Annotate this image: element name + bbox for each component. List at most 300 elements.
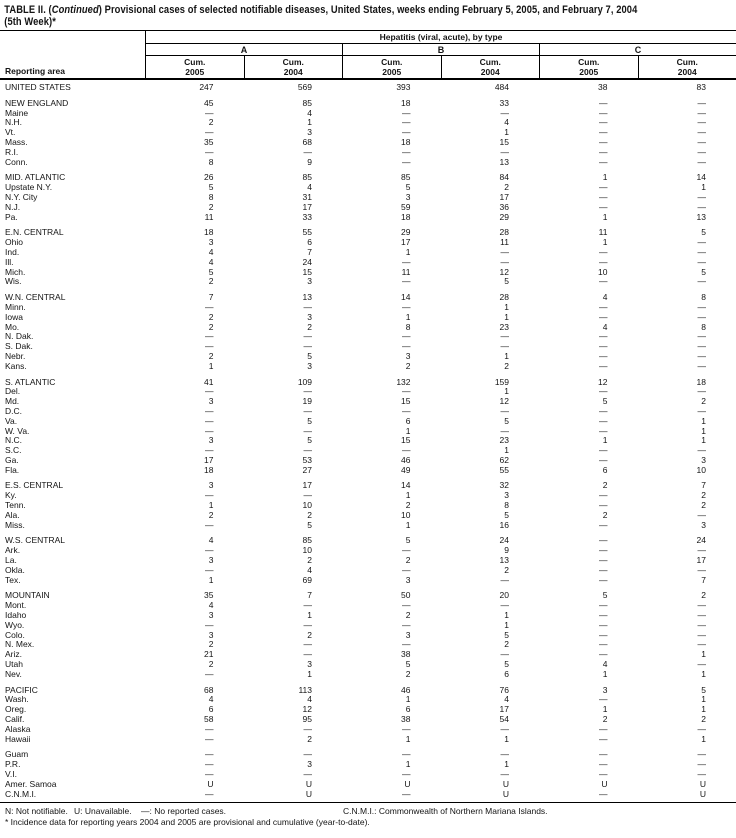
value-cell: —	[500, 341, 509, 352]
table-title	[0, 0, 736, 28]
reporting-area-cell: N. Mex.	[5, 639, 35, 650]
value-cell: 6	[602, 464, 608, 475]
value-cell: 68	[302, 136, 312, 147]
value-cell: 8	[208, 156, 214, 167]
value-cell: —	[599, 311, 608, 322]
value-cell: —	[303, 490, 312, 501]
value-cell: —	[500, 146, 509, 157]
value-cell: 3	[208, 396, 214, 407]
table-row	[0, 670, 736, 680]
value-cell: —	[599, 519, 608, 530]
value-cell: —	[402, 156, 411, 167]
reporting-area-cell: Fla.	[5, 464, 20, 475]
value-cell: —	[303, 405, 312, 416]
value-cell: 2	[504, 360, 509, 371]
value-cell: —	[205, 619, 214, 630]
table-row	[0, 790, 736, 800]
value-cell: —	[599, 350, 608, 361]
table-row	[0, 640, 736, 650]
value-cell: 1	[701, 425, 706, 436]
value-cell: —	[599, 341, 608, 352]
table-row	[0, 362, 736, 372]
value-cell: 2	[208, 321, 214, 332]
legend-not-notifiable: N: Not notifiable.	[5, 806, 68, 817]
value-cell: —	[697, 405, 706, 416]
value-cell: 18	[401, 211, 411, 222]
table-row	[0, 128, 736, 138]
value-cell: 1	[701, 704, 706, 715]
value-cell: 5	[405, 659, 411, 670]
group-b-header: B	[342, 44, 539, 55]
table-row	[0, 258, 736, 268]
value-cell: —	[402, 600, 411, 611]
reporting-area-cell: Md.	[5, 396, 20, 407]
value-cell: —	[205, 107, 214, 118]
table-row	[0, 332, 736, 342]
value-cell: —	[303, 600, 312, 611]
value-cell: 1	[504, 759, 509, 770]
value-cell: 4	[504, 117, 509, 128]
value-cell: 3	[307, 759, 312, 770]
table-row	[0, 323, 736, 333]
value-cell: 38	[401, 649, 411, 660]
value-cell: —	[697, 386, 706, 397]
value-cell: —	[599, 610, 608, 621]
table-row	[0, 511, 736, 521]
value-cell: 55	[499, 464, 509, 475]
value-cell: 12	[499, 396, 509, 407]
value-cell: —	[599, 649, 608, 660]
value-cell: 6	[405, 415, 411, 426]
value-cell: 2	[307, 321, 312, 332]
value-cell: —	[697, 237, 706, 248]
reporting-area-cell: Miss.	[5, 519, 25, 530]
reporting-area-cell: MID. ATLANTIC	[5, 172, 66, 183]
value-cell: —	[205, 301, 214, 312]
value-cell: —	[599, 733, 608, 744]
value-cell: —	[205, 405, 214, 416]
value-cell: 68	[204, 684, 214, 695]
value-cell: 4	[208, 535, 214, 546]
table-row	[0, 780, 736, 790]
value-cell: 159	[494, 376, 509, 387]
value-cell: —	[205, 415, 214, 426]
table-row	[0, 591, 736, 601]
value-cell: —	[599, 600, 608, 611]
reporting-area-cell: Conn.	[5, 156, 28, 167]
table-row	[0, 735, 736, 745]
value-cell: 2	[405, 555, 411, 566]
table-title-week: (5th Week)*	[4, 16, 56, 28]
reporting-area-cell: D.C.	[5, 405, 22, 416]
value-cell: 4	[208, 600, 214, 611]
value-cell: —	[599, 445, 608, 456]
value-cell: —	[697, 127, 706, 138]
value-cell: 2	[208, 311, 214, 322]
group-a-header: A	[240, 45, 248, 55]
value-cell: U	[699, 778, 706, 789]
value-cell: 3	[208, 610, 214, 621]
value-cell: 21	[204, 649, 214, 660]
value-cell: —	[303, 619, 312, 630]
value-cell: 27	[302, 464, 312, 475]
reporting-area-cell: C.N.M.I.	[5, 788, 37, 799]
table-section	[0, 99, 736, 168]
value-cell: 2	[208, 509, 214, 520]
value-cell: 13	[499, 555, 509, 566]
value-cell: 13	[696, 211, 706, 222]
value-cell: 5	[701, 227, 706, 238]
value-cell: 5	[602, 590, 608, 601]
value-cell: 2	[208, 350, 214, 361]
value-cell: 9	[307, 156, 312, 167]
value-cell: 4	[602, 659, 608, 670]
table-row	[0, 378, 736, 388]
reporting-area-cell: Ky.	[5, 490, 17, 501]
value-cell: 569	[297, 82, 312, 92]
value-cell: —	[500, 107, 509, 118]
value-cell: 247	[199, 82, 214, 92]
value-cell: 1	[307, 610, 312, 621]
value-cell: 2	[602, 714, 608, 725]
value-cell: —	[205, 668, 214, 679]
value-cell: 1	[701, 733, 706, 744]
value-cell: —	[402, 405, 411, 416]
value-cell: 1	[504, 610, 509, 621]
value-cell: —	[599, 331, 608, 342]
value-cell: 7	[307, 246, 312, 257]
value-cell: 35	[204, 136, 214, 147]
value-cell: —	[697, 256, 706, 267]
value-cell: 3	[701, 519, 706, 530]
table-row	[0, 277, 736, 287]
value-cell: 2	[307, 555, 312, 566]
reporting-area-header: Reporting area	[5, 66, 65, 76]
value-cell: 1	[208, 360, 214, 371]
value-cell: —	[205, 425, 214, 436]
table-row	[0, 556, 736, 566]
value-cell: —	[599, 619, 608, 630]
table-row	[0, 705, 736, 715]
header-data-area	[145, 31, 736, 79]
value-cell: —	[402, 769, 411, 779]
value-cell: 17	[302, 201, 312, 212]
reporting-area-cell: Ark.	[5, 545, 21, 556]
table-row	[0, 436, 736, 446]
value-cell: —	[599, 723, 608, 734]
value-cell: 2	[208, 117, 214, 128]
value-cell: 16	[499, 519, 509, 530]
value-cell: —	[599, 564, 608, 575]
value-cell: —	[697, 445, 706, 456]
value-cell: 5	[405, 182, 411, 193]
value-cell: —	[303, 386, 312, 397]
value-cell: 1	[307, 668, 312, 679]
table-row	[0, 686, 736, 696]
table-row	[0, 352, 736, 362]
value-cell: 2	[405, 610, 411, 621]
value-cell: 69	[302, 574, 312, 585]
value-cell: 28	[499, 292, 509, 303]
value-cell: 15	[302, 266, 312, 277]
value-cell: —	[205, 564, 214, 575]
hepatitis-group-title: Hepatitis (viral, acute), by type	[146, 31, 736, 44]
value-cell: —	[402, 331, 411, 342]
value-cell: —	[599, 425, 608, 436]
value-cell: 17	[302, 480, 312, 491]
table-row	[0, 109, 736, 119]
value-cell: 14	[401, 292, 411, 303]
value-cell: —	[500, 649, 509, 660]
reporting-area-cell: Ariz.	[5, 649, 22, 660]
table-row	[0, 293, 736, 303]
reporting-area-cell: Del.	[5, 386, 21, 397]
value-cell: —	[697, 97, 706, 108]
value-cell: 18	[696, 376, 706, 387]
column-header-a-2005: Cum. 2005	[184, 57, 206, 77]
value-cell: 85	[302, 172, 312, 183]
value-cell: 23	[499, 435, 509, 446]
value-cell: —	[402, 619, 411, 630]
value-cell: —	[599, 360, 608, 371]
value-cell: —	[599, 639, 608, 650]
reporting-area-cell: Hawaii	[5, 733, 31, 744]
reporting-area-cell: Kans.	[5, 360, 27, 371]
table-row	[0, 446, 736, 456]
value-cell: 85	[401, 172, 411, 183]
legend-no-reported-cases: —: No reported cases.	[141, 806, 227, 817]
table-row	[0, 148, 736, 158]
value-cell: 3	[504, 490, 509, 501]
value-cell: —	[402, 117, 411, 128]
value-cell: 13	[302, 292, 312, 303]
value-cell: 1	[602, 435, 608, 446]
table-row	[0, 770, 736, 780]
value-cell: 26	[204, 172, 214, 183]
table-row	[0, 83, 736, 93]
value-cell: 15	[401, 396, 411, 407]
value-cell: —	[697, 564, 706, 575]
value-cell: 11	[204, 211, 214, 222]
value-cell: —	[303, 769, 312, 779]
value-cell: 4	[602, 292, 608, 303]
value-cell: 1	[307, 117, 312, 128]
value-cell: 2	[208, 639, 214, 650]
reporting-area-cell: Colo.	[5, 629, 25, 640]
value-cell: 2	[602, 480, 608, 491]
value-cell: 2	[208, 276, 214, 287]
table-row	[0, 203, 736, 213]
value-cell: 2	[701, 500, 706, 511]
value-cell: —	[599, 136, 608, 147]
reporting-area-cell: Wash.	[5, 694, 29, 705]
value-cell: 11	[500, 237, 509, 248]
table-row	[0, 228, 736, 238]
reporting-area-cell: Utah	[5, 659, 23, 670]
value-cell: —	[402, 107, 411, 118]
value-cell: 10	[401, 509, 411, 520]
value-cell: 132	[396, 376, 411, 387]
value-cell: 3	[307, 127, 312, 138]
table-section	[0, 686, 736, 745]
value-cell: 1	[701, 694, 706, 705]
reporting-area-cell: E.S. CENTRAL	[5, 480, 64, 491]
table-section	[0, 536, 736, 585]
value-cell: —	[697, 509, 706, 520]
table-row	[0, 601, 736, 611]
reporting-area-cell: E.N. CENTRAL	[5, 227, 64, 238]
table-row	[0, 501, 736, 511]
table-header	[0, 30, 736, 80]
value-cell: 18	[401, 97, 411, 108]
value-cell: U	[404, 778, 411, 789]
value-cell: 4	[208, 246, 214, 257]
table-row	[0, 99, 736, 109]
value-cell: U	[305, 778, 312, 789]
value-cell: 2	[504, 639, 509, 650]
value-cell: 1	[701, 668, 706, 679]
value-cell: 3	[307, 276, 312, 287]
value-cell: 31	[302, 191, 312, 202]
reporting-area-cell: Ga.	[5, 454, 19, 465]
value-cell: 5	[504, 276, 509, 287]
value-cell: 29	[401, 227, 411, 238]
value-cell: —	[303, 639, 312, 650]
value-cell: U	[207, 778, 214, 789]
value-cell: 6	[307, 237, 312, 248]
table-row	[0, 387, 736, 397]
table-section	[0, 378, 736, 476]
table-row	[0, 173, 736, 183]
value-cell: —	[697, 341, 706, 352]
reporting-area-cell: N.Y. City	[5, 191, 38, 202]
value-cell: 109	[297, 376, 312, 387]
table-row	[0, 725, 736, 735]
reporting-area-cell: Ill.	[5, 256, 14, 267]
value-cell: 1	[405, 246, 411, 257]
value-cell: 2	[701, 396, 706, 407]
value-cell: —	[599, 191, 608, 202]
value-cell: —	[697, 545, 706, 556]
value-cell: 85	[302, 535, 312, 546]
value-cell: —	[599, 574, 608, 585]
value-cell: 5	[307, 415, 312, 426]
value-cell: 1	[405, 759, 411, 770]
value-cell: —	[500, 246, 509, 257]
value-cell: 8	[208, 191, 214, 202]
table-row	[0, 238, 736, 248]
value-cell: 3	[405, 191, 411, 202]
value-cell: 3	[701, 454, 706, 465]
reporting-area-cell: La.	[5, 555, 17, 566]
value-cell: 4	[307, 107, 312, 118]
value-cell: —	[500, 425, 509, 436]
value-cell: 1	[504, 311, 509, 322]
value-cell: —	[599, 749, 608, 760]
value-cell: 2	[307, 509, 312, 520]
value-cell: —	[697, 360, 706, 371]
value-cell: 58	[204, 714, 214, 725]
value-cell: —	[205, 733, 214, 744]
value-cell: 83	[696, 82, 706, 92]
reporting-area-cell: Minn.	[5, 301, 26, 312]
value-cell: —	[303, 749, 312, 760]
value-cell: 7	[701, 480, 706, 491]
value-cell: 1	[602, 668, 608, 679]
value-cell: 5	[504, 629, 509, 640]
value-cell: —	[599, 694, 608, 705]
table-row	[0, 397, 736, 407]
value-cell: 17	[499, 191, 509, 202]
table-row	[0, 750, 736, 760]
value-cell: 5	[701, 684, 706, 695]
value-cell: —	[599, 156, 608, 167]
value-cell: —	[205, 759, 214, 770]
value-cell: —	[402, 788, 411, 799]
value-cell: —	[697, 276, 706, 287]
value-cell: 2	[504, 182, 509, 193]
value-cell: 5	[504, 415, 509, 426]
value-cell: —	[599, 490, 608, 501]
table-row	[0, 715, 736, 725]
value-cell: 4	[307, 694, 312, 705]
reporting-area-cell: Iowa	[5, 311, 23, 322]
value-cell: 2	[701, 490, 706, 501]
reporting-area-cell: S.C.	[5, 445, 22, 456]
value-cell: 1	[405, 311, 411, 322]
value-cell: 14	[401, 480, 411, 491]
value-cell: 15	[401, 435, 411, 446]
value-cell: —	[599, 386, 608, 397]
table-row	[0, 138, 736, 148]
reporting-area-cell: N.H.	[5, 117, 22, 128]
value-cell: 8	[405, 321, 411, 332]
value-cell: —	[402, 127, 411, 138]
table-row	[0, 213, 736, 223]
value-cell: 1	[208, 500, 214, 511]
value-cell: —	[697, 107, 706, 118]
value-cell: 62	[499, 454, 509, 465]
value-cell: —	[599, 788, 608, 799]
value-cell: —	[599, 246, 608, 257]
table-row	[0, 466, 736, 476]
reporting-area-cell: UNITED STATES	[5, 82, 71, 92]
value-cell: —	[599, 127, 608, 138]
value-cell: 17	[499, 704, 509, 715]
value-cell: 12	[598, 376, 608, 387]
value-cell: —	[205, 545, 214, 556]
value-cell: —	[697, 600, 706, 611]
column-header-a-2004: Cum. 2004	[244, 56, 343, 79]
reporting-area-cell: W.S. CENTRAL	[5, 535, 65, 546]
value-cell: 4	[208, 256, 214, 267]
value-cell: 33	[499, 97, 509, 108]
value-cell: 5	[405, 535, 411, 546]
value-cell: 2	[405, 360, 411, 371]
reporting-area-cell: Alaska	[5, 723, 31, 734]
value-cell: U	[699, 788, 706, 799]
value-cell: —	[205, 749, 214, 760]
value-cell: 7	[701, 574, 706, 585]
table-row	[0, 183, 736, 193]
value-cell: —	[599, 97, 608, 108]
reporting-area-cell: Mont.	[5, 600, 27, 611]
reporting-area-cell: Wis.	[5, 276, 22, 287]
value-cell: —	[599, 415, 608, 426]
value-cell: 1	[701, 649, 706, 660]
value-cell: —	[205, 445, 214, 456]
value-cell: —	[402, 723, 411, 734]
